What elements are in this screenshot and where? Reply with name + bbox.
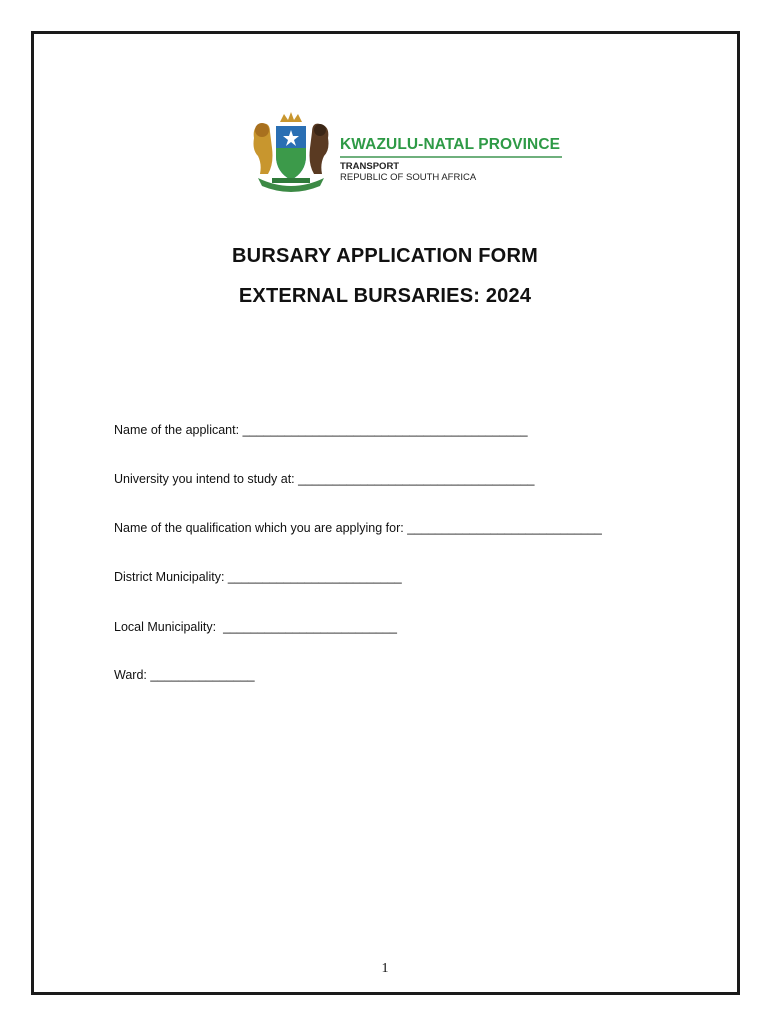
field-label: District Municipality: — [114, 570, 225, 584]
field-label: Name of the qualification which you are applying for: — [114, 521, 404, 535]
province-name: KWAZULU-NATAL PROVINCE — [340, 136, 561, 153]
country-name: REPUBLIC OF SOUTH AFRICA — [340, 171, 477, 183]
local-municipality-field[interactable] — [114, 620, 397, 634]
applicant-name-field[interactable] — [114, 423, 528, 437]
field-label: Name of the applicant: — [114, 423, 240, 437]
field-label: University you intend to study at: — [114, 472, 295, 486]
ward-field[interactable] — [114, 668, 255, 682]
department-name: TRANSPORT — [340, 160, 400, 172]
form-title: BURSARY APPLICATION FORM — [232, 245, 538, 267]
department-logo — [248, 108, 578, 194]
page-number: 1 — [381, 961, 389, 976]
field-blank-line[interactable]: __________________________________ — [298, 472, 535, 486]
field-label: Local Municipality: — [114, 620, 220, 634]
university-field[interactable] — [114, 472, 535, 486]
district-municipality-field[interactable] — [114, 570, 402, 584]
field-blank-line[interactable]: ____________________________ — [407, 521, 602, 535]
field-blank-line[interactable]: _________________________ — [223, 620, 397, 634]
field-blank-line[interactable]: _______________ — [150, 668, 255, 682]
logo-text — [340, 136, 570, 183]
field-blank-line[interactable]: _________________________________________ — [242, 423, 528, 437]
field-label: Ward: — [114, 668, 147, 682]
kzn-coat-of-arms-icon — [248, 108, 334, 194]
qualification-field[interactable] — [114, 521, 602, 535]
form-subtitle: EXTERNAL BURSARIES: 2024 — [238, 285, 532, 307]
logo-divider — [340, 156, 562, 158]
field-blank-line[interactable]: _________________________ — [227, 570, 402, 584]
